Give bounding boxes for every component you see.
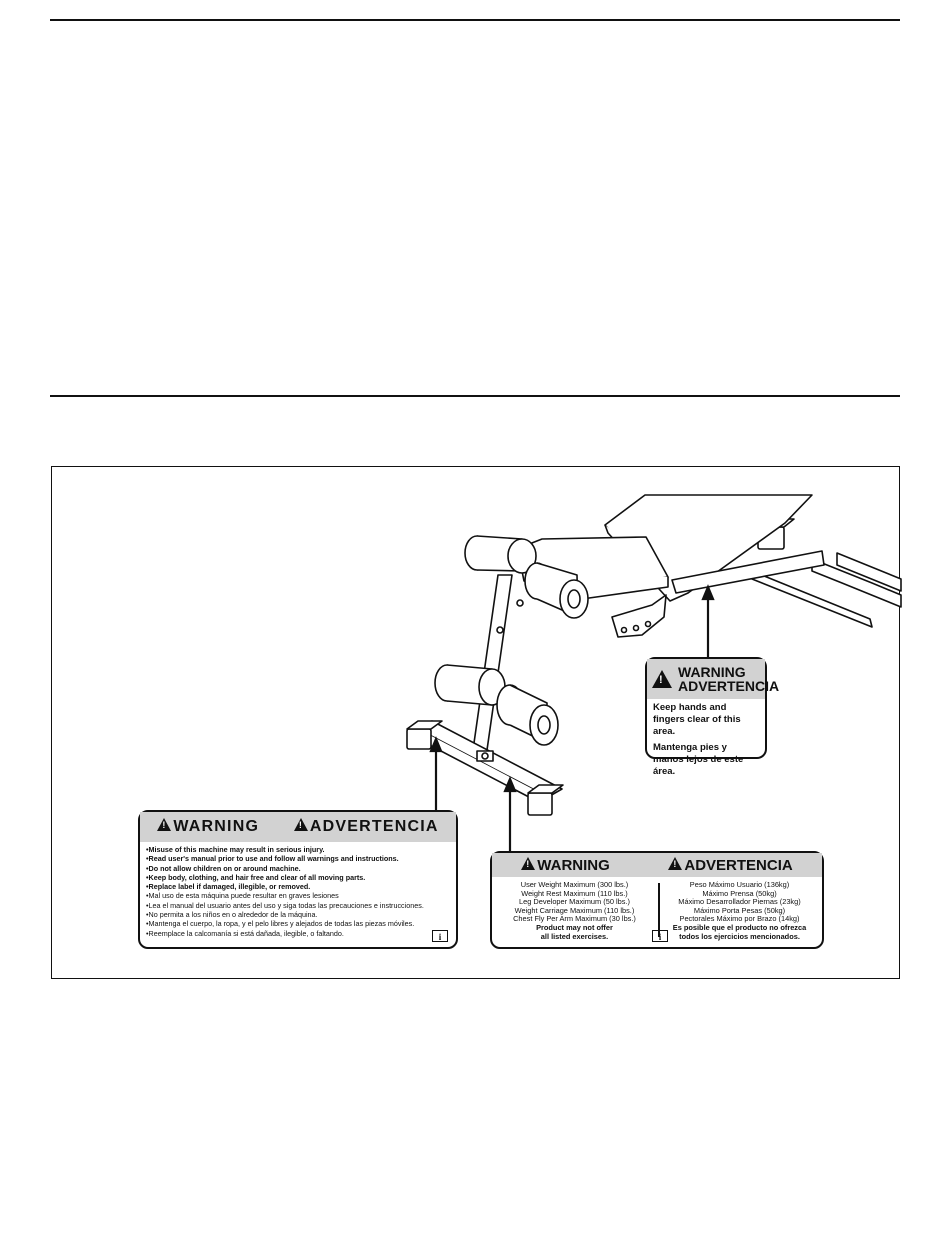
limit-line: Weight Carriage Maximum (110 lbs.) [514, 905, 635, 915]
warning-triangle-icon [668, 857, 682, 870]
safety-line: • Read user's manual prior to use and follow all warnings and instructions. [146, 854, 450, 863]
limit-line: Máximo Desarrollador Piernas (23kg) [678, 897, 801, 907]
warning-triangle-icon [652, 670, 672, 688]
middle-rule [50, 395, 900, 397]
limits-spanish-column [657, 881, 822, 941]
top-rule [50, 19, 900, 21]
limit-line: User Weight Maximum (300 lbs.) [520, 880, 629, 889]
limit-note: todos los ejercicios mencionados. [679, 931, 800, 941]
safety-label-header [140, 812, 456, 842]
safety-line: • Lea el manual del usuario antes del uso y siga todas las precauciones e instrucciones. [146, 901, 450, 910]
limit-line: Peso Máximo Usuario (136kg) [689, 880, 790, 889]
warning-triangle-icon [294, 818, 308, 831]
hands-warning-word: WARNING [678, 664, 746, 680]
safety-line: • Reemplace la calcomanía si está dañada, ilegible, o faltando. [146, 929, 450, 938]
limits-english-column [492, 881, 657, 941]
safety-advertencia-word: ADVERTENCIA [309, 818, 439, 835]
safety-line: • No permita a los niños en o alrededor de la máquina. [146, 910, 450, 919]
hands-label-header [647, 659, 780, 699]
safety-warning-word: WARNING [173, 818, 260, 835]
limit-line: Weight Rest Maximum (110 lbs.) [521, 888, 628, 898]
safety-instructions-list [140, 845, 456, 938]
limit-note: all listed exercises. [540, 931, 609, 941]
safety-warning-label [138, 810, 458, 949]
limit-line: Chest Fly Per Arm Maximum (30 lbs.) [513, 914, 636, 924]
safety-line: • Mantenga el cuerpo, la ropa, y el pelo libres y alejados de todas las piezas móviles. [146, 919, 450, 928]
limit-note: Product may not offer [536, 922, 613, 932]
safety-line: • Mal uso de esta máquina puede resultar en graves lesiones [146, 891, 450, 900]
limit-line: Pectorales Máximo por Brazo (14kg) [679, 914, 800, 924]
safety-line: • Do not allow children on or around machine. [146, 864, 450, 873]
limits-label-header [492, 853, 822, 877]
warning-triangle-icon [157, 818, 171, 831]
hands-warning-label [645, 657, 780, 777]
limit-line: Leg Developer Maximum (50 lbs.) [519, 897, 630, 907]
limit-note: Es posible que el producto no ofrezca [672, 922, 807, 932]
warning-triangle-icon [521, 857, 535, 870]
hands-advertencia-word: ADVERTENCIA [678, 678, 780, 694]
weight-limits-label [490, 851, 824, 949]
column-divider [658, 883, 660, 937]
limit-line: Máximo Prensa (50kg) [702, 888, 777, 898]
manual-book-icon: i [432, 930, 448, 942]
safety-line: • Replace label if damaged, illegible, or removed. [146, 882, 450, 891]
limit-line: Máximo Porta Pesas (50kg) [693, 905, 786, 915]
hands-english-text: Keep hands and fingers clear of this area. [653, 702, 741, 737]
limits-warning-word: WARNING [537, 856, 610, 874]
manual-book-icon: i [652, 930, 668, 942]
limits-advertencia-word: ADVERTENCIA [684, 856, 793, 874]
safety-line: • Misuse of this machine may result in serious injury. [146, 845, 450, 854]
safety-line: • Keep body, clothing, and hair free and clear of all moving parts. [146, 873, 450, 882]
hands-spanish-text: Mantenga pies y manos lejos de este área. [653, 742, 744, 777]
